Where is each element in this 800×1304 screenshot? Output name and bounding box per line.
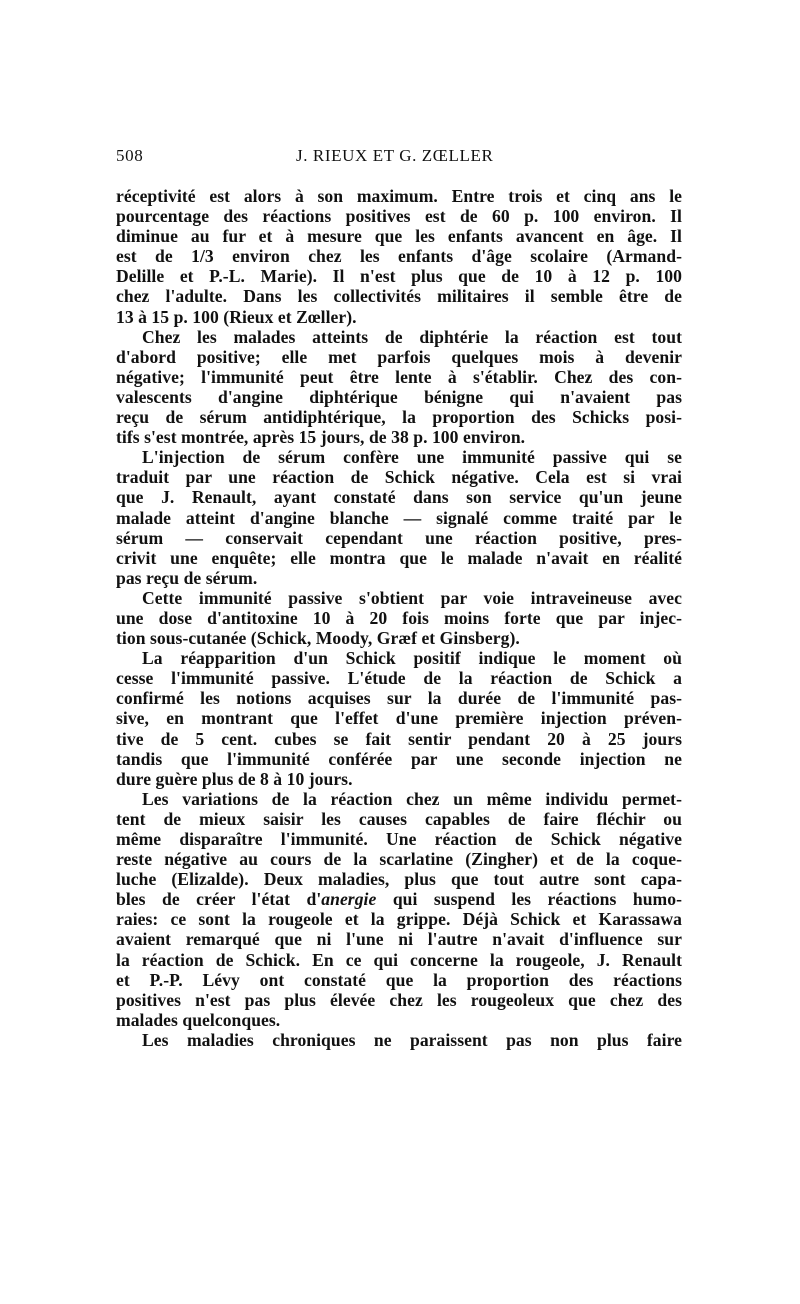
text-line-with-italic: [116, 889, 682, 909]
line-end: qui suspend les réactions humo-: [376, 889, 682, 910]
text-line: L'injection de sérum confère une immunité passive qui se: [142, 447, 682, 468]
text-line: crivit une enquête; elle montra que le malade n'avait en réalité: [116, 547, 682, 568]
text-line: tion sous-cutanée (Schick, Moody, Græf et Ginsberg).: [116, 628, 520, 649]
text-line: confirmé les notions acquises sur la durée de l'immunité pas-: [116, 688, 682, 709]
text-line: positives n'est pas plus élevée chez les rougeoleux que chez des: [116, 989, 682, 1010]
text-line: malade atteint d'angine blanche — signalé comme traité par le: [116, 507, 682, 528]
text-line: est de 1/3 environ chez les enfants d'âge scolaire (Armand-: [116, 246, 682, 267]
text-line: la réaction de Schick. En ce qui concerne la rougeole, J. Renault: [116, 949, 682, 970]
text-line: Les variations de la réaction chez un même individu permet-: [142, 788, 682, 809]
text-line: valescents d'angine diphtérique bénigne qui n'avaient pas: [116, 386, 682, 407]
text-line: 13 à 15 p. 100 (Rieux et Zœller).: [116, 306, 357, 327]
text-line: même disparaître l'immunité. Une réaction de Schick négative: [116, 829, 682, 849]
text-line: avaient remarqué que ni l'une ni l'autre n'avait d'influence sur: [116, 929, 682, 950]
text-line: La réapparition d'un Schick positif indique le moment où: [142, 648, 682, 669]
text-line: malades quelconques.: [116, 1009, 281, 1030]
text-line: Delille et P.-L. Marie). Il n'est plus que de 10 à 12 p. 100: [116, 266, 682, 287]
page-header: [116, 146, 682, 168]
text-line: sive, en montrant que l'effet d'une première injection préven-: [116, 708, 682, 729]
text-line: dure guère plus de 8 à 10 jours.: [116, 768, 353, 789]
text-line: pas reçu de sérum.: [116, 567, 258, 588]
text-line: traduit par une réaction de Schick négative. Cela est si vrai: [116, 467, 682, 488]
text-line: tandis que l'immunité conférée par une seconde injection ne: [116, 748, 682, 769]
body-text: [116, 186, 682, 1050]
text-line: diminue au fur et à mesure que les enfants avancent en âge. Il: [116, 226, 682, 247]
text-line: d'abord positive; elle met parfois quelques mois à devenir: [116, 346, 682, 367]
text-line: sérum — conservait cependant une réaction positive, pres-: [116, 527, 682, 548]
text-line: Les maladies chroniques ne paraissent pas non plus faire: [142, 1029, 682, 1050]
text-line: luche (Elizalde). Deux maladies, plus que tout autre sont capa-: [116, 869, 682, 890]
text-line: tent de mieux saisir les causes capables de faire fléchir ou: [116, 808, 682, 829]
running-head: J. RIEUX ET G. ZŒLLER: [296, 146, 494, 165]
line-start: bles de créer l'état d': [116, 889, 322, 910]
text-line: reste négative au cours de la scarlatine (Zingher) et de la coque-: [116, 849, 682, 870]
text-line: Cette immunité passive s'obtient par voie intraveineuse avec: [142, 587, 682, 608]
text-line: cesse l'immunité passive. L'étude de la réaction de Schick a: [116, 668, 682, 689]
page-number: 508: [116, 146, 144, 165]
text-line: raies: ce sont la rougeole et la grippe. Déjà Schick et Karassawa: [116, 909, 682, 930]
text-line: négative; l'immunité peut être lente à s'établir. Chez des con-: [116, 366, 682, 387]
text-line: tifs s'est montrée, après 15 jours, de 38 p. 100 environ.: [116, 427, 526, 448]
italic-term: anergie: [321, 889, 377, 910]
text-line: tive de 5 cent. cubes se fait sentir pendant 20 à 25 jours: [116, 728, 682, 749]
text-line: et P.-P. Lévy ont constaté que la proportion des réactions: [116, 969, 682, 990]
text-line: pourcentage des réactions positives est de 60 p. 100 environ. Il: [116, 206, 682, 227]
text-line: reçu de sérum antidiphtérique, la proportion des Schicks posi-: [116, 407, 682, 428]
text-line: Chez les malades atteints de diphtérie la réaction est tout: [142, 326, 682, 347]
text-line: réceptivité est alors à son maximum. Entre trois et cinq ans le: [116, 186, 682, 206]
text-line: une dose d'antitoxine 10 à 20 fois moins forte que par injec-: [116, 607, 682, 628]
text-line: que J. Renault, ayant constaté dans son service qu'un jeune: [116, 487, 682, 508]
text-line: chez l'adulte. Dans les collectivités militaires il semble être de: [116, 286, 682, 307]
